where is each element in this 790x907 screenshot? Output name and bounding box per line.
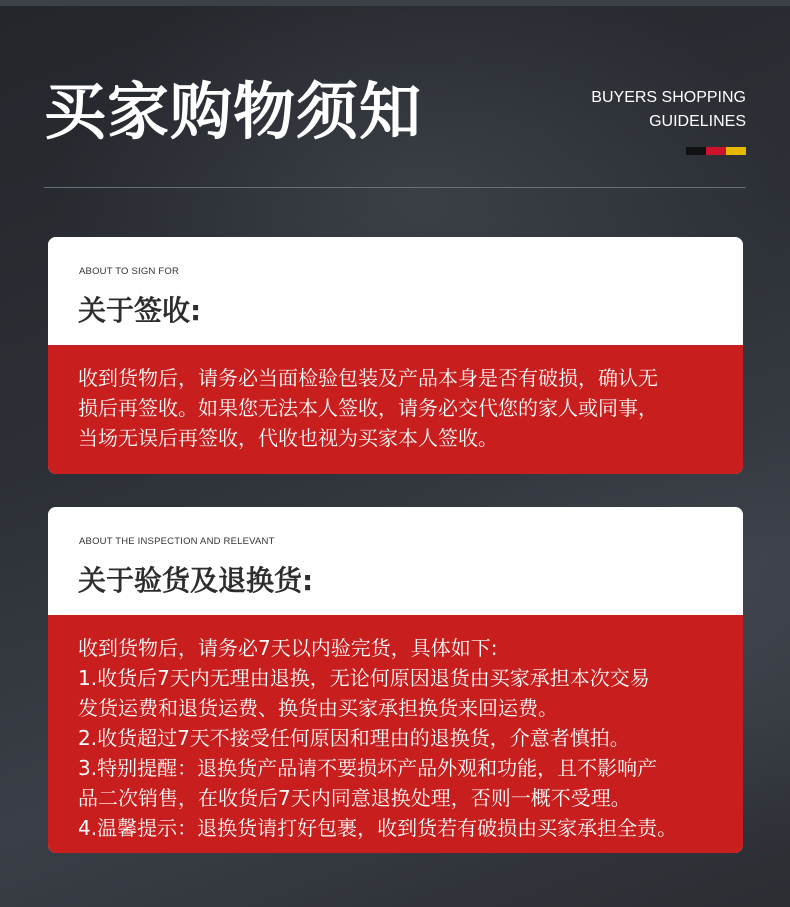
body-line: 收到货物后，请务必7天以内验完货，具体如下:	[78, 636, 498, 660]
page-title: 买家购物须知	[44, 75, 423, 148]
page-subtitle	[591, 86, 746, 134]
section-header	[48, 237, 743, 345]
flag-stripe-red	[706, 147, 726, 155]
section-en-label: ABOUT TO SIGN FOR	[79, 266, 180, 277]
section-inspection-returns	[48, 507, 743, 853]
section-body	[48, 615, 743, 853]
body-line: 3.特别提醒：退换货产品请不要损坏产品外观和功能，且不影响产	[78, 756, 658, 780]
section-sign-for	[48, 237, 743, 474]
section-title: 关于验货及退换货:	[78, 564, 314, 597]
section-en-label: ABOUT THE INSPECTION AND RELEVANT	[79, 536, 275, 547]
body-line: 当场无误后再签收，代收也视为买家本人签收。	[78, 426, 498, 450]
flag-stripe-black	[686, 147, 706, 155]
flag-stripes	[686, 147, 746, 155]
body-line: 2.收货超过7天不接受任何原因和理由的退换货，介意者慎拍。	[78, 726, 630, 750]
section-title: 关于签收:	[78, 294, 202, 327]
section-body	[48, 345, 743, 474]
flag-stripe-gold	[726, 147, 746, 155]
top-band	[0, 0, 790, 6]
header-divider	[44, 187, 746, 188]
subtitle-line-1: BUYERS SHOPPING	[591, 89, 746, 106]
body-line: 品二次销售，在收货后7天内同意退换处理，否则一概不受理。	[78, 786, 631, 810]
body-line: 1.收货后7天内无理由退换，无论何原因退货由买家承担本次交易	[78, 666, 650, 690]
body-line: 收到货物后，请务必当面检验包装及产品本身是否有破损，确认无	[78, 366, 658, 390]
section-header	[48, 507, 743, 615]
body-line: 发货运费和退货运费、换货由买家承担换货来回运费。	[78, 696, 558, 720]
body-line: 4.温馨提示：退换货请打好包裹，收到货若有破损由买家承担全责。	[78, 816, 678, 840]
body-line: 损后再签收。如果您无法本人签收，请务必交代您的家人或同事，	[78, 396, 658, 420]
subtitle-line-2: GUIDELINES	[649, 113, 746, 130]
